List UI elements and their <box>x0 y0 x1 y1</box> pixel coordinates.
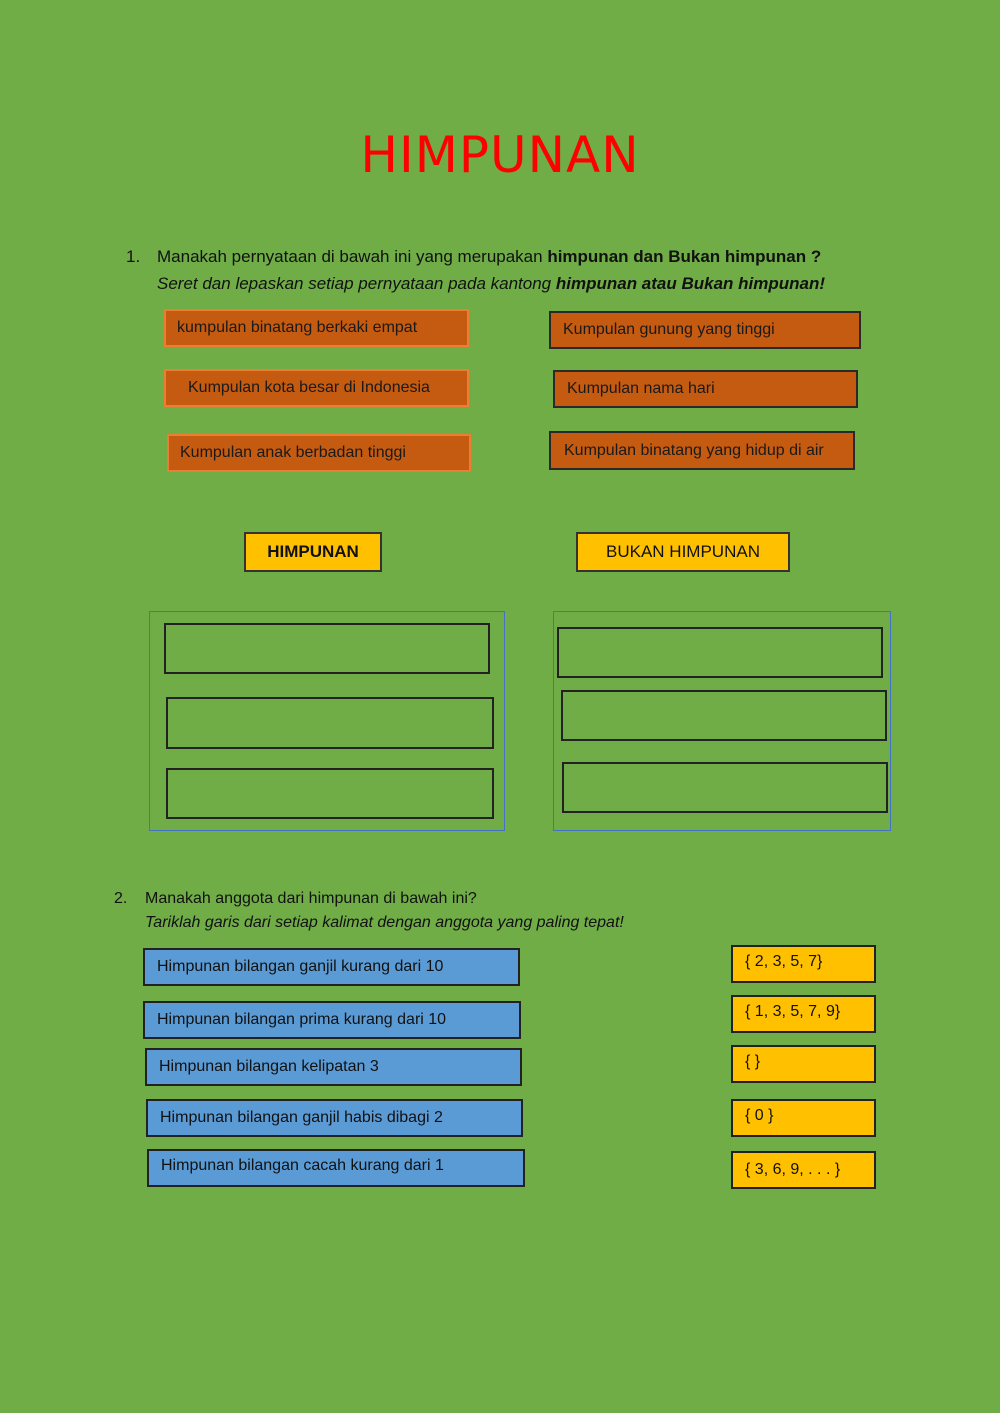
instruction-text-bold: himpunan atau Bukan himpunan! <box>555 274 826 293</box>
statement-box[interactable]: Himpunan bilangan ganjil habis dibagi 2 <box>146 1099 523 1137</box>
statement-box[interactable]: Himpunan bilangan ganjil kurang dari 10 <box>143 948 520 986</box>
question-1 <box>126 244 821 270</box>
drop-slot[interactable] <box>166 697 494 749</box>
statement-box[interactable]: Himpunan bilangan prima kurang dari 10 <box>143 1001 521 1039</box>
question-2 <box>114 886 477 912</box>
drag-card[interactable]: kumpulan binatang berkaki empat <box>164 309 469 347</box>
question-text: Manakah anggota dari himpunan di bawah ini? <box>145 890 477 907</box>
answer-box[interactable]: { 0 } <box>731 1099 876 1137</box>
question-2-instruction <box>145 910 624 936</box>
bucket-label-bukan-himpunan: BUKAN HIMPUNAN <box>576 532 790 572</box>
drop-slot[interactable] <box>561 690 887 741</box>
question-text: Manakah pernyataan di bawah ini yang merupakan <box>157 247 548 266</box>
question-number: 1. <box>126 247 141 266</box>
bucket-label-himpunan: HIMPUNAN <box>244 532 382 572</box>
instruction-text: Tariklah garis dari setiap kalimat dengan anggota yang paling tepat! <box>145 914 624 931</box>
drop-slot[interactable] <box>164 623 490 674</box>
drop-slot[interactable] <box>166 768 494 819</box>
drag-card[interactable]: Kumpulan kota besar di Indonesia <box>164 369 469 407</box>
drag-card[interactable]: Kumpulan nama hari <box>553 370 858 408</box>
drop-slot[interactable] <box>557 627 883 678</box>
instruction-text: Seret dan lepaskan setiap pernyataan pada kantong <box>157 274 556 293</box>
page-title: HIMPUNAN <box>360 126 640 184</box>
statement-box[interactable]: Himpunan bilangan cacah kurang dari 1 <box>147 1149 525 1187</box>
question-text-bold: himpunan dan Bukan himpunan ? <box>547 247 822 266</box>
statement-box[interactable]: Himpunan bilangan kelipatan 3 <box>145 1048 522 1086</box>
question-1-instruction <box>157 271 825 297</box>
answer-box[interactable]: { 2, 3, 5, 7} <box>731 945 876 983</box>
drag-card[interactable]: Kumpulan anak berbadan tinggi <box>167 434 471 472</box>
answer-box[interactable]: { 1, 3, 5, 7, 9} <box>731 995 876 1033</box>
question-number: 2. <box>114 890 128 907</box>
drag-card[interactable]: Kumpulan gunung yang tinggi <box>549 311 861 349</box>
drop-slot[interactable] <box>562 762 888 813</box>
answer-box[interactable]: { } <box>731 1045 876 1083</box>
drag-card[interactable]: Kumpulan binatang yang hidup di air <box>549 431 855 470</box>
answer-box[interactable]: { 3, 6, 9, . . . } <box>731 1151 876 1189</box>
